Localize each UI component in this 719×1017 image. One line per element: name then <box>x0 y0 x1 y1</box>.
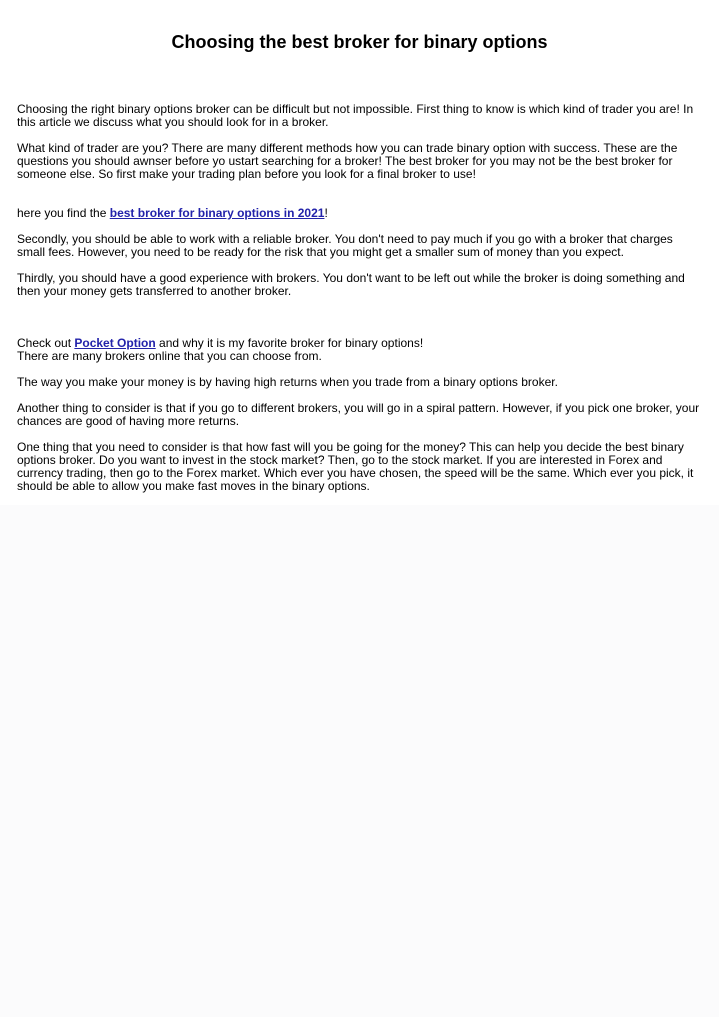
article-body <box>17 103 703 506</box>
text-segment: Check out <box>17 336 75 350</box>
pocket-option-link[interactable]: Pocket Option <box>74 336 156 350</box>
best-broker-link[interactable]: best broker for binary options in 2021 <box>109 206 325 220</box>
paragraph-high-returns: The way you make your money is by having high returns when you trade from a binary options broker. <box>17 375 558 389</box>
text-segment: ! <box>324 206 328 220</box>
spacer <box>17 311 703 337</box>
paragraph-intro: Choosing the right binary options broker can be difficult but not impossible. First thing to know is which kind of trader you are! In this article we discuss what you should look for in a broker. <box>17 102 694 129</box>
text-segment: There are many brokers online that you can choose from. <box>17 349 322 363</box>
paragraph-pocket-option <box>17 337 703 363</box>
page-title: Choosing the best broker for binary options <box>171 32 548 52</box>
text-segment: and why it is my favorite broker for binary options! <box>155 336 424 350</box>
page-shade <box>0 505 719 1017</box>
paragraph-trader-kind: What kind of trader are you? There are many different methods how you can trade binary option with success. These are the questions you should awnser before yo ustart searching for a broker! The best broker for you may not be the best broker for someone else. So first make your trading plan before you look for a final broker to use! <box>17 141 678 181</box>
paragraph-speed: One thing that you need to consider is that how fast will you be going for the money? This can help you decide the best binary options broker. Do you want to invest in the stock market? Then, go to the stock market. If you are interested in Forex and currency trading, then go to the Forex market. Which ever you have chosen, the speed will be the same. Which ever you pick, it should be able to allow you make fast moves in the binary options. <box>17 440 694 493</box>
paragraph-spiral-pattern: Another thing to consider is that if you go to different brokers, you will go in a spiral pattern. However, if you pick one broker, your chances are good of having more returns. <box>17 401 700 428</box>
text-segment: here you find the <box>17 206 110 220</box>
paragraph-best-broker-link <box>17 207 703 220</box>
paragraph-experience: Thirdly, you should have a good experience with brokers. You don't want to be left out while the broker is doing something and then your money gets transferred to another broker. <box>17 271 685 298</box>
paragraph-reliable-broker: Secondly, you should be able to work with a reliable broker. You don't need to pay much if you go with a broker that charges small fees. However, you need to be ready for the risk that you might get a smaller sum of money than you expect. <box>17 232 673 259</box>
